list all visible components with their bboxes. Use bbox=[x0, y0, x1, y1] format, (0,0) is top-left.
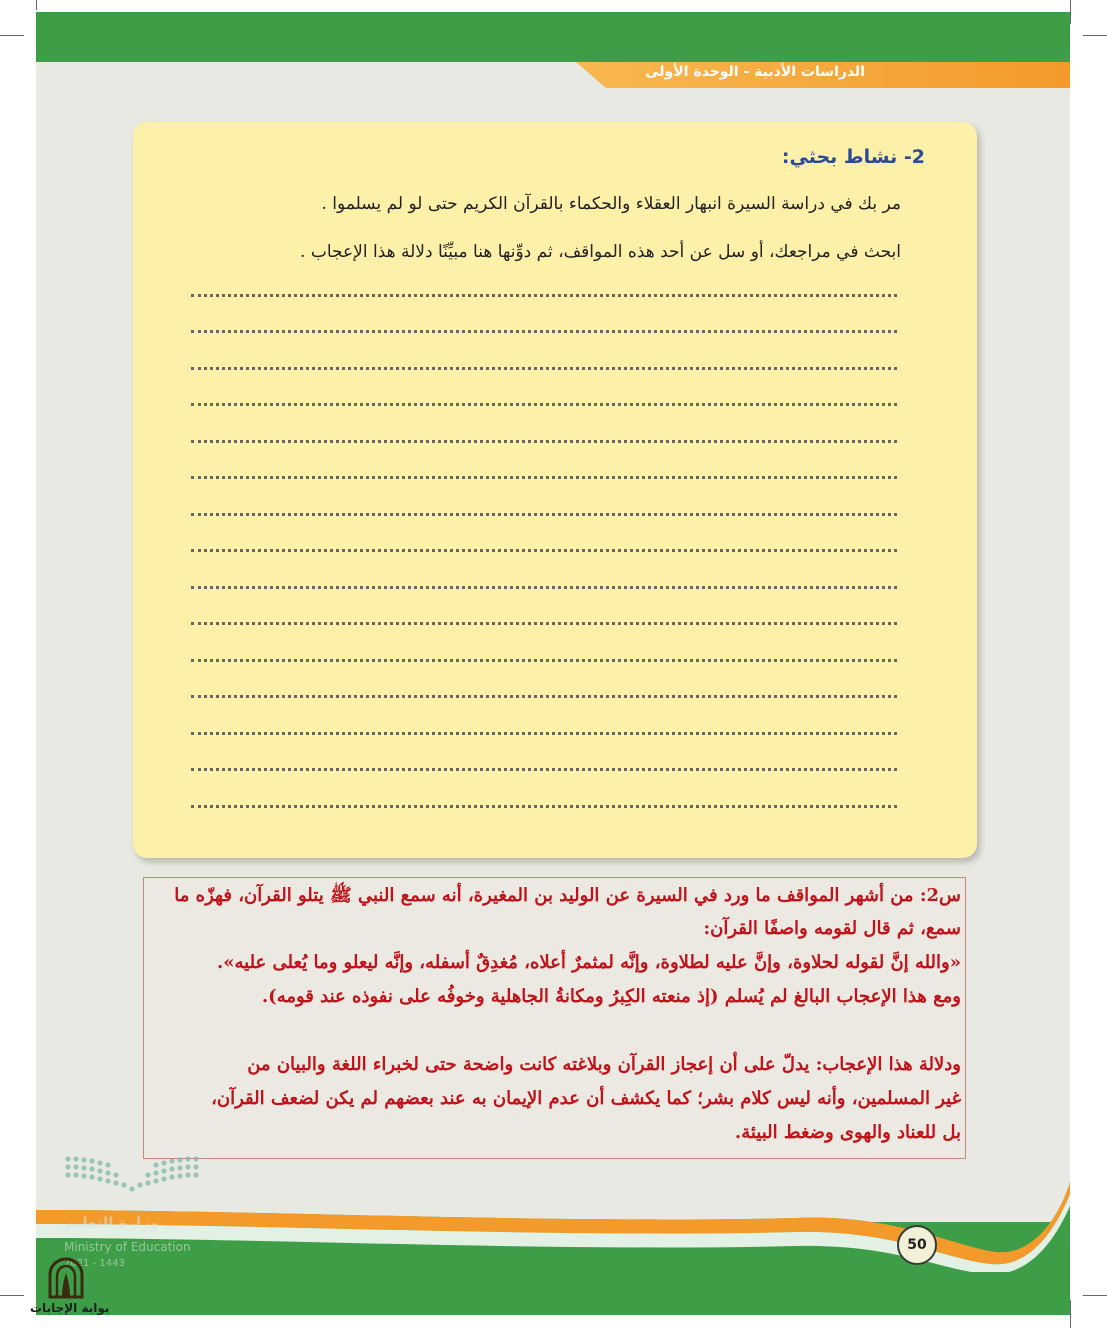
answer-dotted-line bbox=[191, 768, 897, 771]
answer-dotted-line bbox=[191, 513, 897, 516]
answer-line: ومع هذا الإعجاب البالغ لم يُسلم (إذ منعته الكِبرُ ومكانةُ الجاهلية وخوفُه على نفوذه عند قومه). bbox=[261, 986, 961, 1007]
research-activity-box bbox=[133, 122, 977, 858]
crop-mark bbox=[1070, 0, 1071, 24]
unit-title: الدراسات الأدبية - الوحدة الأولى bbox=[645, 64, 865, 80]
crop-mark bbox=[1083, 1295, 1107, 1296]
answer-dotted-line bbox=[191, 403, 897, 406]
answer-dotted-line bbox=[191, 476, 897, 479]
activity-paragraph-2: ابحث في مراجعك، أو سل عن أحد هذه المواقف، ثم دوِّنها هنا مبيِّنًا دلالة هذا الإعجاب . bbox=[300, 242, 901, 262]
answer-line: غير المسلمين، وأنه ليس كلام بشر؛ كما يكشف أن عدم الإيمان به عند بعضهم لم يكن لضعف القرآن، bbox=[211, 1088, 961, 1109]
answer-dotted-line bbox=[191, 732, 897, 735]
answer-dotted-line bbox=[191, 659, 897, 662]
answer-dotted-line bbox=[191, 294, 897, 297]
crop-mark bbox=[0, 1295, 24, 1296]
crop-mark bbox=[1083, 35, 1107, 36]
answer-line: ودلالة هذا الإعجاب: يدلّ على أن إعجاز القرآن وبلاغته كانت واضحة حتى لخبراء اللغة والبيان من bbox=[247, 1054, 961, 1075]
ministry-name-english: Ministry of Education bbox=[64, 1240, 191, 1254]
answer-line: «والله إنَّ لقوله لحلاوة، وإنَّ عليه لطلاوة، وإنَّه لمثمرٌ أعلاه، مُغدِقٌ أسفله، وإنَّه ليعلو وما يُعلى عليه». bbox=[216, 952, 961, 973]
crop-mark bbox=[36, 0, 37, 10]
answer-line: سمع، ثم قال لقومه واصفًا القرآن: bbox=[703, 918, 961, 939]
ministry-dots-logo bbox=[64, 1155, 200, 1199]
portal-label: بوابة الإجابات bbox=[30, 1301, 110, 1315]
portal-logo-icon bbox=[46, 1257, 86, 1299]
answer-dotted-line bbox=[191, 440, 897, 443]
answer-box bbox=[143, 877, 966, 1159]
answer-dotted-line bbox=[191, 695, 897, 698]
crop-mark bbox=[0, 35, 24, 36]
ministry-year: 2021 - 1443 bbox=[64, 1258, 125, 1269]
answer-line: س2: من أشهر المواقف ما ورد في السيرة عن الوليد بن المغيرة، أنه سمع النبي ﷺ يتلو القرآن، فهزّه ما bbox=[174, 885, 961, 906]
header-green-bar bbox=[36, 12, 1070, 62]
answer-dotted-line bbox=[191, 367, 897, 370]
activity-title: 2- نشاط بحثي: bbox=[781, 146, 925, 168]
answer-dotted-line bbox=[191, 549, 897, 552]
textbook-page bbox=[36, 12, 1070, 1315]
answer-dotted-line bbox=[191, 586, 897, 589]
ministry-name-arabic: وزارة التعليم bbox=[64, 1214, 160, 1232]
answer-dotted-line bbox=[191, 330, 897, 333]
answer-dotted-line bbox=[191, 805, 897, 808]
crop-mark bbox=[1070, 1300, 1071, 1328]
page-number: 50 bbox=[897, 1225, 937, 1265]
answer-line: بل للعناد والهوى وضغط البيئة. bbox=[734, 1122, 961, 1143]
activity-paragraph-1: مر بك في دراسة السيرة انبهار العقلاء والحكماء بالقرآن الكريم حتى لو لم يسلموا . bbox=[321, 194, 901, 214]
answer-dotted-line bbox=[191, 622, 897, 625]
